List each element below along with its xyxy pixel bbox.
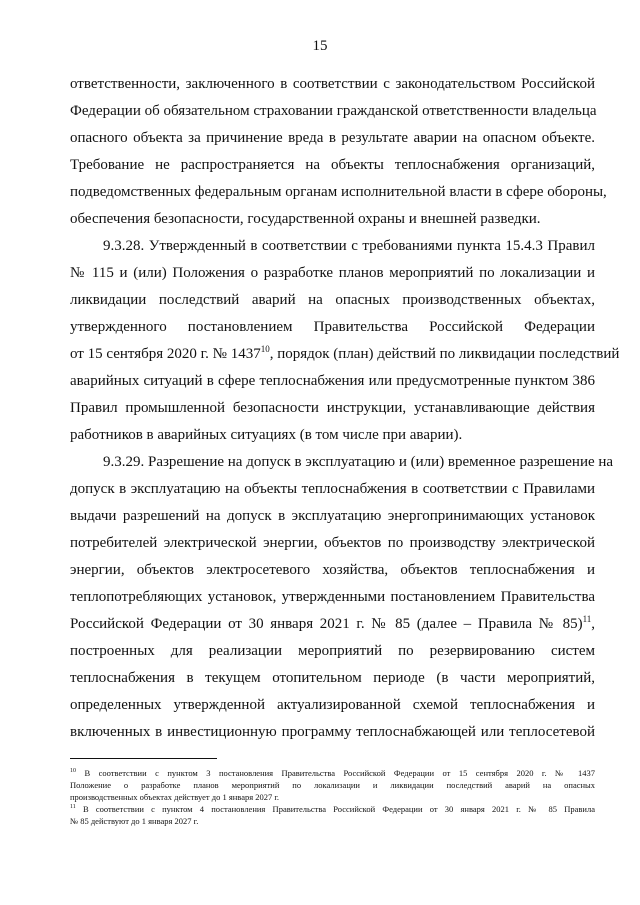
footnote-mark-10: 10: [70, 768, 76, 775]
text-line: Федерации об обязательном страховании гражданской ответственности владельца: [70, 103, 597, 119]
text-line: 9.3.28. Утвержденный в соответствии с требованиями пункта 15.4.3 Правил: [103, 238, 595, 254]
text-line: ответственности, заключенного в соответствии с законодательством Российской: [70, 76, 595, 92]
footnote-10-line: производственных объектах действует до 1 января 2027 г.: [70, 792, 280, 802]
text-line: [70, 614, 595, 634]
text-line: определенных утвержденной актуализированной схемой теплоснабжения и: [70, 697, 595, 713]
text-fragment: Российской Федерации от 30 января 2021 г. № 85 (далее – Правила № 85): [70, 616, 583, 632]
text-line: аварийных ситуаций в сфере теплоснабжения или предусмотренные пунктом 386: [70, 373, 595, 389]
text-line: № 115 и (или) Положения о разработке планов мероприятий по локализации и: [70, 265, 595, 281]
text-line: включенных в инвестиционную программу теплоснабжающей или теплосетевой: [70, 724, 595, 740]
footnote-ref-10: 10: [260, 344, 270, 354]
footnote-10-line: [70, 768, 595, 779]
text-line: опасного объекта за причинение вреда в результате аварии на опасном объекте.: [70, 130, 595, 146]
text-line: энергии, объектов электросетевого хозяйства, объектов теплоснабжения и: [70, 562, 595, 578]
footnote-divider: [70, 758, 217, 759]
text-line: теплоснабжения в текущем отопительном периоде (в части мероприятий,: [70, 670, 595, 686]
text-line: работников в аварийных ситуациях (в том числе при аварии).: [70, 427, 463, 443]
footnote-10-line: Положение о разработке планов мероприятий по локализации и ликвидации последствий аварий на опасных: [70, 780, 595, 790]
text-fragment: В соответствии с пунктом 3 постановления Правительства Российской Федерации от 15 сентября 2020 г. № 1437: [76, 768, 595, 778]
page-number: 15: [312, 38, 328, 54]
text-line: ликвидации последствий аварий на опасных производственных объектах,: [70, 292, 595, 308]
text-line: обеспечения безопасности, государственной охраны и внешней разведки.: [70, 211, 541, 227]
text-line: [70, 344, 620, 364]
text-line: Требование не распространяется на объекты теплоснабжения организаций,: [70, 157, 595, 173]
text-line: подведомственных федеральным органам исполнительной власти в сфере обороны,: [70, 184, 607, 200]
text-line: потребителей электрической энергии, объектов по производству электрической: [70, 535, 595, 551]
footnote-11-line: [70, 804, 595, 815]
text-fragment: от 15 сентября 2020 г. № 1437: [70, 346, 261, 362]
text-line: Правил промышленной безопасности инструкции, устанавливающие действия: [70, 400, 595, 416]
text-fragment: В соответствии с пунктом 4 постановления Правительства Российской Федерации от 30 января 2021 г. № 85 Правила: [75, 804, 595, 814]
text-line: построенных для реализации мероприятий по резервированию систем: [70, 643, 595, 659]
text-fragment: , порядок (план) действий по ликвидации последствий: [269, 346, 620, 362]
text-fragment: ,: [591, 616, 595, 632]
text-line: допуск в эксплуатацию на объекты теплоснабжения в соответствии с Правилами: [70, 481, 595, 497]
text-line: теплопотребляющих установок, утвержденными постановлением Правительства: [70, 589, 595, 605]
text-line: 9.3.29. Разрешение на допуск в эксплуатацию и (или) временное разрешение на: [103, 454, 614, 470]
footnote-mark-11: 11: [70, 804, 76, 811]
text-line: утвержденного постановлением Правительства Российской Федерации: [70, 319, 595, 335]
footnote-11-line: № 85 действуют до 1 января 2027 г.: [70, 816, 199, 826]
text-line: выдачи разрешений на допуск в эксплуатацию энергопринимающих установок: [70, 508, 595, 524]
footnote-ref-11: 11: [582, 614, 592, 624]
